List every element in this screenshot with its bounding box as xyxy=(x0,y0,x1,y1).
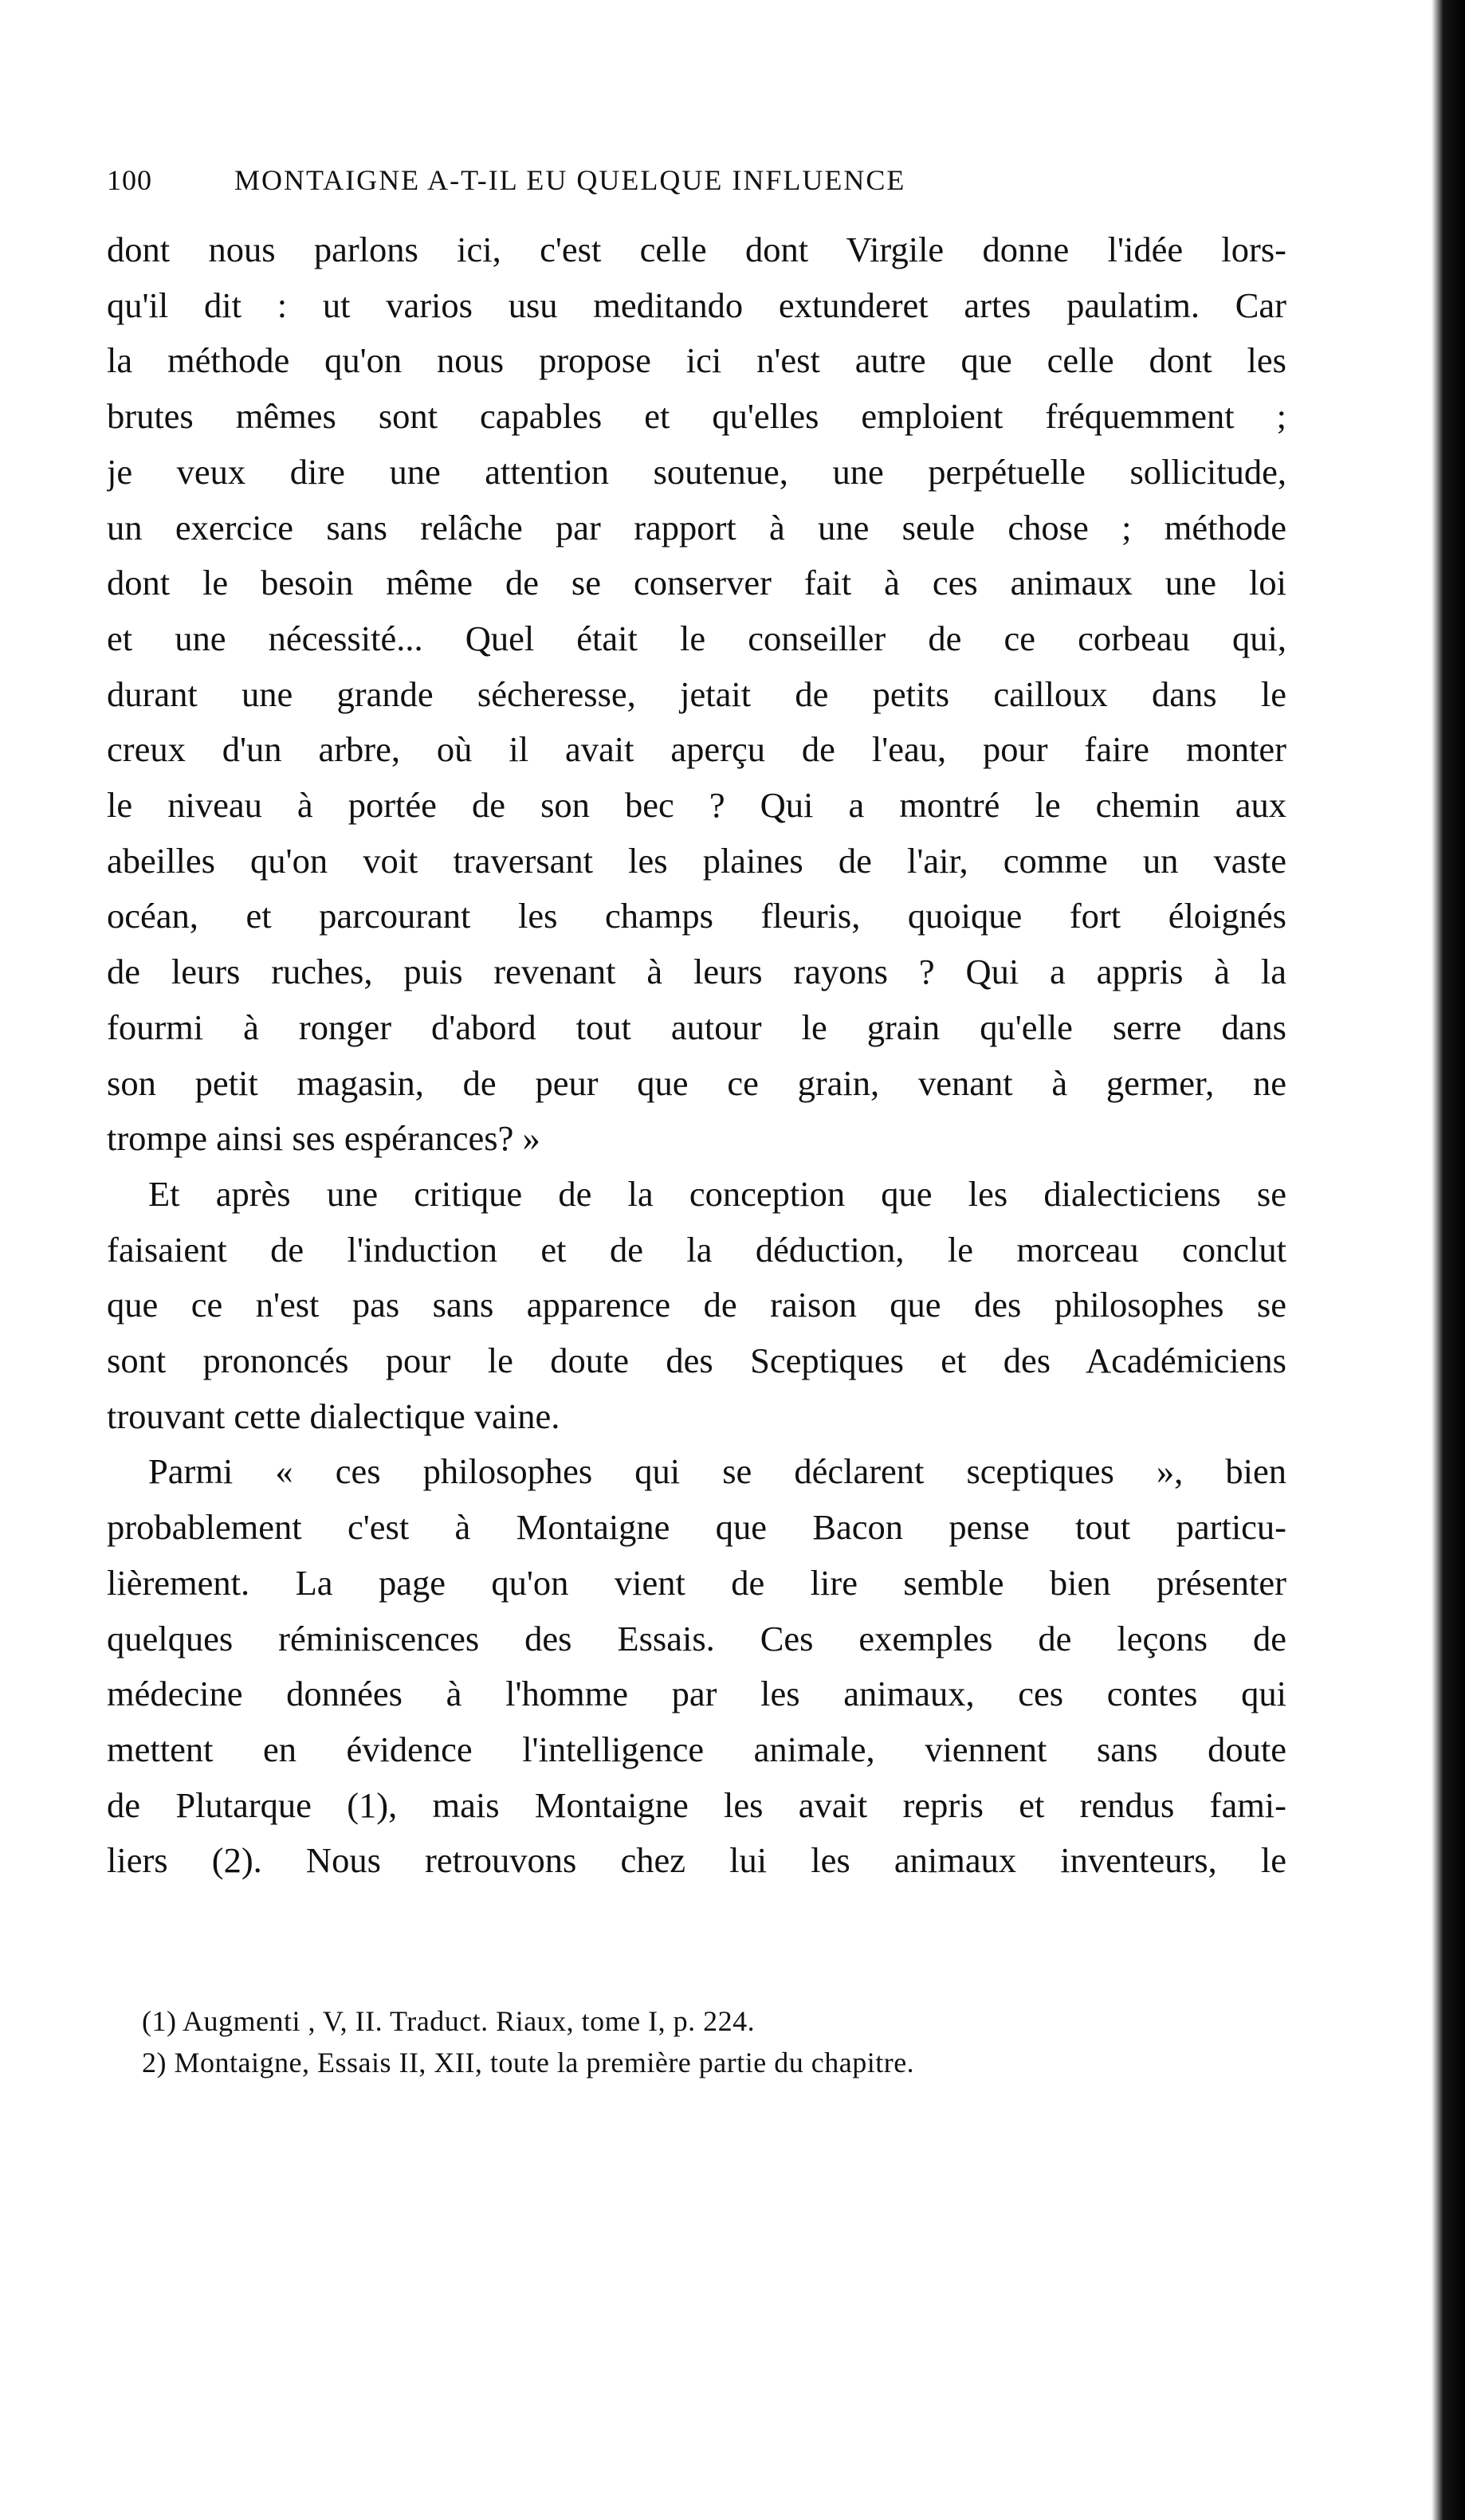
text-line: je veux dire une attention soutenue, une perpétuelle sollicitude, xyxy=(107,451,1286,492)
text-line: creux d'un arbre, où il avait aperçu de l'eau, pour faire monter xyxy=(107,729,1286,770)
text-line: brutes mêmes sont capables et qu'elles emploient fréquemment ; xyxy=(107,396,1286,437)
running-title: MONTAIGNE A-T-IL EU QUELQUE INFLUENCE xyxy=(234,164,906,196)
text-line: que ce n'est pas sans apparence de raison que des philosophes se xyxy=(107,1285,1286,1325)
text-line: Et après une critique de la conception que les dialecticiens se xyxy=(148,1173,1286,1214)
footnote-1: (1) Augmenti , V, II. Traduct. Riaux, tome I, p. 224. xyxy=(142,2005,756,2037)
text-line: trouvant cette dialectique vaine. xyxy=(107,1395,560,1436)
text-line: liers (2). Nous retrouvons chez lui les animaux inventeurs, le xyxy=(107,1840,1286,1881)
text-line: océan, et parcourant les champs fleuris, quoique fort éloignés xyxy=(107,896,1286,936)
text-line: et une nécessité... Quel était le conseiller de ce corbeau qui, xyxy=(107,618,1286,658)
page-content xyxy=(107,163,1286,1889)
text-line: médecine données à l'homme par les animaux, ces contes qui xyxy=(107,1674,1286,1714)
text-line: la méthode qu'on nous propose ici n'est autre que celle dont les xyxy=(107,340,1286,381)
footnote-2: 2) Montaigne, Essais II, XII, toute la première partie du chapitre. xyxy=(142,2047,915,2078)
text-line: qu'il dit : ut varios usu meditando extunderet artes paulatim. Car xyxy=(107,285,1286,325)
text-line: de Plutarque (1), mais Montaigne les avait repris et rendus fami- xyxy=(107,1784,1286,1825)
text-line: le niveau à portée de son bec ? Qui a montré le chemin aux xyxy=(107,785,1286,826)
paragraph-1 xyxy=(107,222,1286,1167)
text-line: faisaient de l'induction et de la déduction, le morceau conclut xyxy=(107,1229,1286,1270)
text-line: dont nous parlons ici, c'est celle dont Virgile donne l'idée lors- xyxy=(107,230,1286,269)
page-number: 100 xyxy=(107,164,152,196)
paragraph-3 xyxy=(107,1444,1286,1889)
text-line: trompe ainsi ses espérances? » xyxy=(107,1118,540,1159)
text-line: sont prononcés pour le doute des Sceptiques et des Académiciens xyxy=(107,1340,1286,1381)
text-line: quelques réminiscences des Essais. Ces exemples de leçons de xyxy=(107,1618,1286,1658)
scan-edge-shadow xyxy=(1432,0,1465,2520)
text-line: mettent en évidence l'intelligence animale, viennent sans doute xyxy=(107,1729,1286,1769)
text-line: dont le besoin même de se conserver fait à ces animaux une loi xyxy=(107,563,1286,603)
text-line: Parmi « ces philosophes qui se déclarent sceptiques », bien xyxy=(148,1451,1286,1492)
text-line: fourmi à ronger d'abord tout autour le grain qu'elle serre dans xyxy=(107,1007,1286,1047)
text-line: abeilles qu'on voit traversant les plaines de l'air, comme un vaste xyxy=(107,840,1286,881)
text-line: de leurs ruches, puis revenant à leurs rayons ? Qui a appris à la xyxy=(107,952,1286,992)
paragraph-2 xyxy=(107,1167,1286,1445)
body-text xyxy=(107,222,1286,1889)
footnotes xyxy=(142,2000,1290,2083)
text-line: probablement c'est à Montaigne que Bacon pense tout particu- xyxy=(107,1507,1286,1548)
running-head xyxy=(107,163,1286,200)
text-line: lièrement. La page qu'on vient de lire semble bien présenter xyxy=(107,1562,1286,1603)
text-line: son petit magasin, de peur que ce grain, venant à germer, ne xyxy=(107,1062,1286,1103)
text-line: durant une grande sécheresse, jetait de petits cailloux dans le xyxy=(107,673,1286,714)
text-line: un exercice sans relâche par rapport à une seule chose ; méthode xyxy=(107,507,1286,548)
